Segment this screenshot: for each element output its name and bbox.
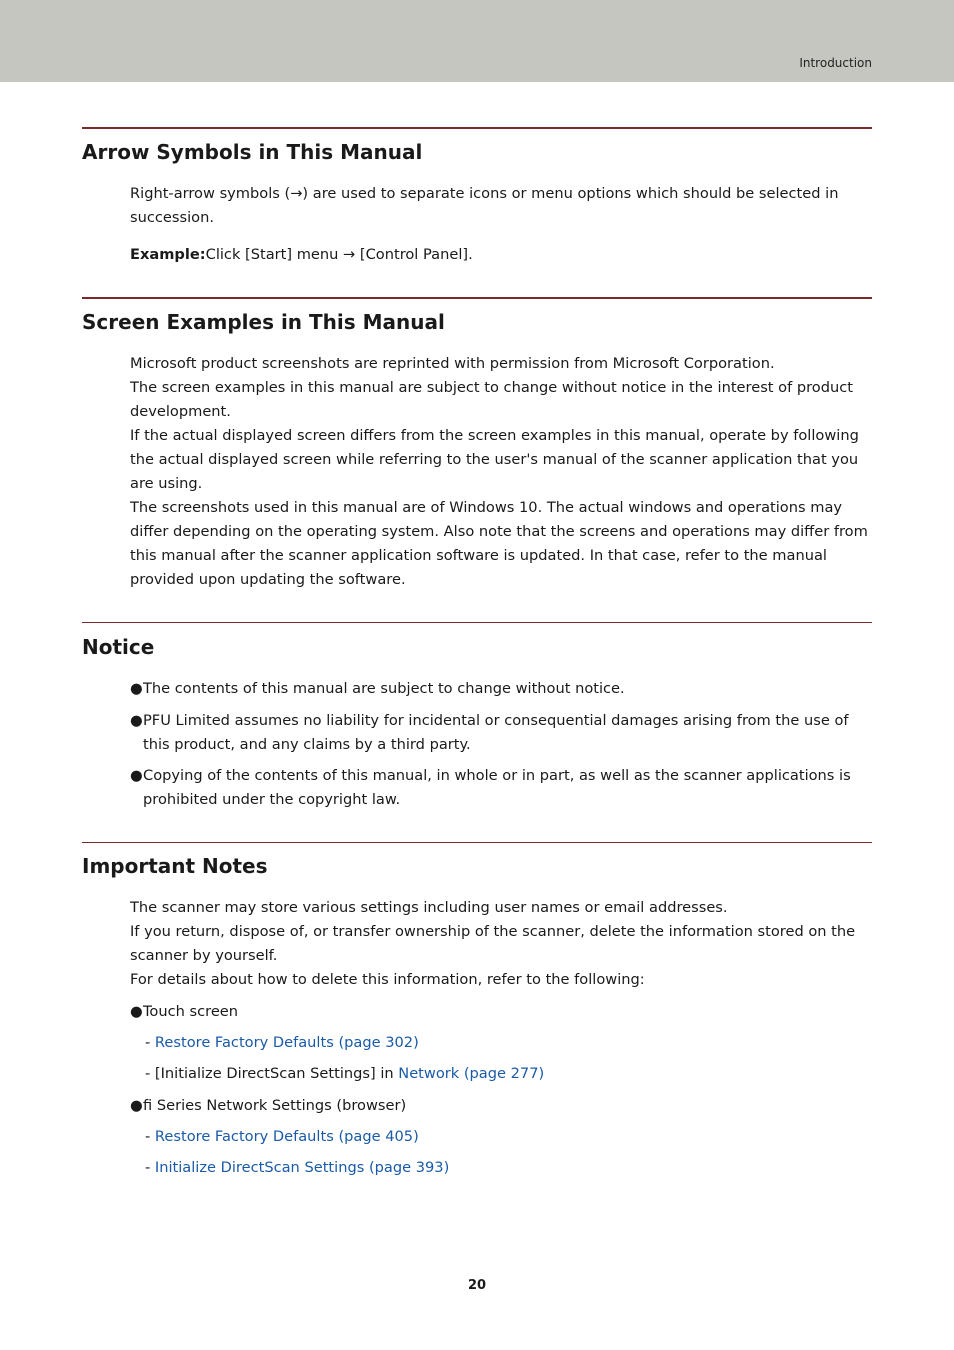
dash-icon: - xyxy=(145,1159,151,1176)
important-notes-line: If you return, dispose of, or transfer ownership of the scanner, delete the information stored on the scanner by yourself. xyxy=(130,923,856,964)
notice-item-text: PFU Limited assumes no liability for incidental or consequential damages arising from the use of this product, and any claims by a third party. xyxy=(143,712,849,753)
bullet-icon: ● xyxy=(130,767,143,784)
section-divider xyxy=(82,842,872,843)
section-title-arrow-symbols: Arrow Symbols in This Manual xyxy=(82,140,423,164)
section-title-notice: Notice xyxy=(82,635,155,659)
section-divider xyxy=(82,622,872,623)
bullet-icon: ● xyxy=(130,712,143,729)
important-notes-body xyxy=(130,896,875,992)
dash-icon: - xyxy=(145,1034,151,1051)
browser-settings-item xyxy=(130,1094,875,1118)
dash-icon: - xyxy=(145,1128,151,1145)
screen-examples-line: The screenshots used in this manual are of Windows 10. The actual windows and operations may differ depending on the operating system. Also note that the screens and operations may differ from this manual after the scanner application software is updated. In that case, refer to the manual provided upon updating the software. xyxy=(130,499,868,588)
important-notes-line: For details about how to delete this information, refer to the following: xyxy=(130,971,645,988)
link-initialize-directscan-393[interactable]: Initialize DirectScan Settings (page 393) xyxy=(154,1159,450,1176)
link-restore-factory-defaults-302[interactable]: Restore Factory Defaults (page 302) xyxy=(154,1034,419,1051)
arrow-symbols-body: Right-arrow symbols (→) are used to separate icons or menu options which should be selected in succession. xyxy=(130,185,839,226)
example-label: Example: xyxy=(130,246,206,263)
link-restore-factory-defaults-405[interactable]: Restore Factory Defaults (page 405) xyxy=(154,1128,419,1145)
notice-item xyxy=(130,764,875,812)
section-divider xyxy=(82,127,872,129)
example-text: Click [Start] menu → [Control Panel]. xyxy=(205,246,473,263)
bullet-icon: ● xyxy=(130,1003,143,1020)
section-divider xyxy=(82,297,872,299)
section-title-screen-examples: Screen Examples in This Manual xyxy=(82,310,445,334)
dash-icon: - xyxy=(145,1065,151,1082)
screen-examples-body xyxy=(130,352,875,592)
notice-item xyxy=(130,677,875,701)
notice-item-text: The contents of this manual are subject to change without notice. xyxy=(143,680,625,697)
page-header xyxy=(0,0,954,82)
notice-item-text: Copying of the contents of this manual, in whole or in part, as well as the scanner applications is prohibited under the copyright law. xyxy=(143,767,851,808)
section-title-important-notes: Important Notes xyxy=(82,854,268,878)
touch-sub-item xyxy=(145,1062,544,1086)
touch-screen-label: Touch screen xyxy=(143,1003,239,1020)
screen-examples-line: The screen examples in this manual are subject to change without notice in the interest of product development. xyxy=(130,379,853,420)
browser-sub-item xyxy=(145,1125,419,1149)
arrow-example xyxy=(130,243,875,267)
initialize-directscan-prefix: [Initialize DirectScan Settings] in xyxy=(154,1065,399,1082)
bullet-icon: ● xyxy=(130,1097,143,1114)
bullet-icon: ● xyxy=(130,680,143,697)
browser-sub-item xyxy=(145,1156,449,1180)
link-network-277[interactable]: Network (page 277) xyxy=(398,1065,545,1082)
browser-settings-label: fi Series Network Settings (browser) xyxy=(143,1097,407,1114)
touch-screen-item xyxy=(130,1000,875,1024)
touch-sub-item xyxy=(145,1031,419,1055)
page-number: 20 xyxy=(467,1278,487,1293)
notice-item xyxy=(130,709,875,757)
header-section-label: Introduction xyxy=(799,56,872,70)
important-notes-line: The scanner may store various settings including user names or email addresses. xyxy=(130,899,728,916)
screen-examples-line: If the actual displayed screen differs from the screen examples in this manual, operate by following the actual displayed screen while referring to the user's manual of the scanner application that you are using. xyxy=(130,427,859,492)
screen-examples-line: Microsoft product screenshots are reprinted with permission from Microsoft Corporation. xyxy=(130,355,775,372)
